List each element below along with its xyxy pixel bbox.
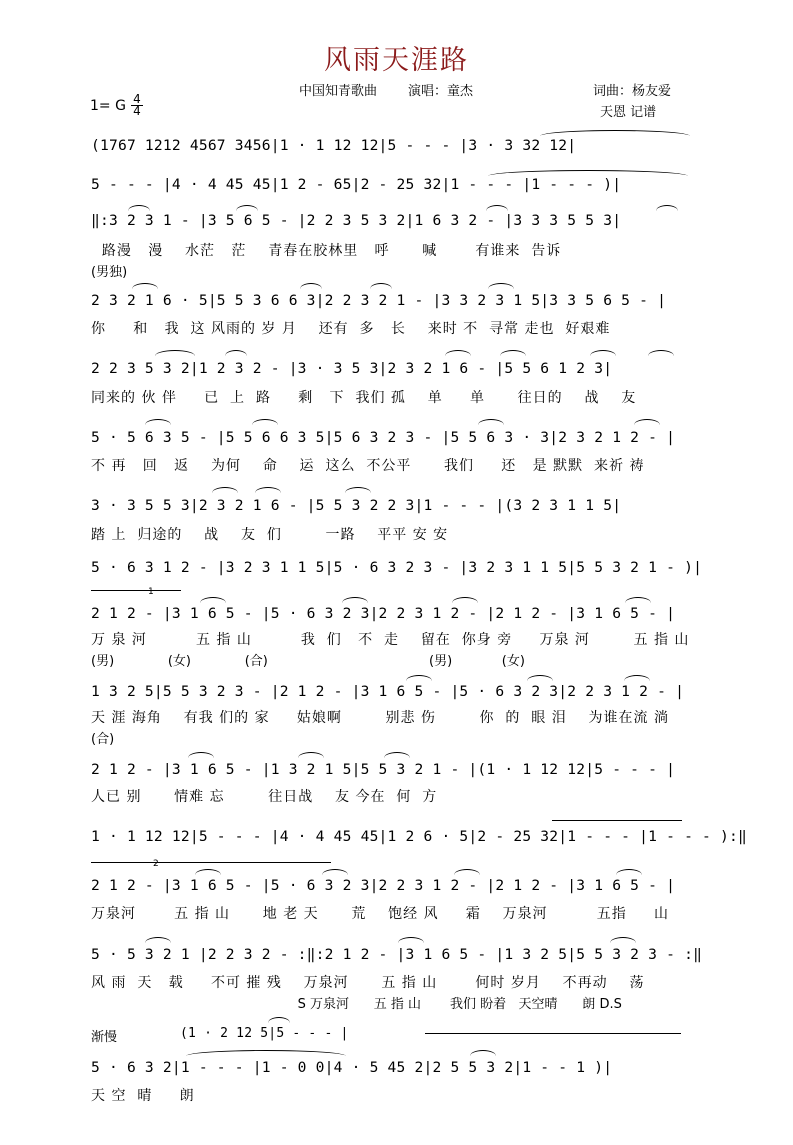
- slur: [634, 419, 660, 425]
- slur: [188, 752, 214, 758]
- role-line: (男独): [91, 265, 128, 280]
- slur: [527, 675, 553, 681]
- slur: [656, 205, 678, 211]
- time-signature: [131, 94, 143, 117]
- slur: [445, 350, 471, 356]
- slur: [625, 597, 651, 603]
- notation-row: 1 3 2 5|5 5 3 2 3 - |2 1 2 - |3 1 6 5 - |5 · 6 3 2 3|2 2 3 1 2 - |: [91, 683, 685, 700]
- slur: [195, 869, 221, 875]
- slur: [590, 350, 616, 356]
- notation-row: 2 1 2 - |3 1 6 5 - |5 · 6 3 2 3|2 2 3 1 2 - |2 1 2 - |3 1 6 5 - |: [91, 605, 676, 622]
- lyrics-line: 天 涯 海角 有我 们的 家 姑娘啊 别悲 伤 你 的 眼 泪 为谁在流 淌: [91, 710, 670, 726]
- lyrics-line: 风 雨 天 载 不可 摧 残 万泉河 五 指 山 何时 岁月 不再动 荡: [91, 975, 645, 991]
- slur: [145, 419, 171, 425]
- slur: [384, 752, 410, 758]
- slur: [610, 937, 636, 943]
- notation-row: 2 1 2 - |3 1 6 5 - |5 · 6 3 2 3|2 2 3 1 2 - |2 1 2 - |3 1 6 5 - |: [91, 877, 676, 894]
- slur: [225, 350, 247, 356]
- slur: [155, 350, 195, 356]
- time-numerator: 4: [133, 92, 141, 106]
- ritardando-marking: 渐慢: [91, 1030, 118, 1045]
- notation-row: 5 · 5 6 3 5 - |5 5 6 6 3 5|5 6 3 2 3 - |5 5 6 3 · 3|2 3 2 1 2 - |: [91, 429, 676, 446]
- role-line: (合): [91, 732, 115, 747]
- notation-row: 2 1 2 - |3 1 6 5 - |1 3 2 1 5|5 5 3 2 1 - |(1 · 1 12 12|5 - - - |: [91, 761, 676, 778]
- tie: [488, 170, 688, 176]
- slur: [128, 205, 150, 211]
- slur: [406, 675, 432, 681]
- lyricist-credit: 词曲：杨友爱: [593, 84, 672, 99]
- slur: [486, 205, 508, 211]
- first-ending-number: 1: [148, 587, 154, 597]
- slur: [454, 869, 480, 875]
- ending-bracket: [425, 1033, 681, 1042]
- lyrics-line: 万 泉 河 五 指 山 我 们 不 走 留在 你身 旁 万泉 河 五 指 山: [91, 632, 690, 648]
- tie: [540, 130, 690, 136]
- slur: [255, 487, 281, 493]
- notation-row: 5 · 6 3 1 2 - |3 2 3 1 1 5|5 · 6 3 2 3 - |3 2 3 1 1 5|5 5 3 2 1 - )|: [91, 559, 703, 576]
- slur: [398, 937, 424, 943]
- notation-row: 5 - - - |4 · 4 45 45|1 2 - 65|2 - 25 32|1 - - - |1 - - - )|: [91, 176, 622, 193]
- slur: [648, 350, 674, 356]
- slur: [268, 1017, 290, 1023]
- notation-row: 1 · 1 12 12|5 - - - |4 · 4 45 45|1 2 6 · 5|2 - 25 32|1 - - - |1 - - - ):‖: [91, 828, 747, 845]
- notation-row: 2 3 2 1 6 · 5|5 5 3 6 6 3|2 2 3 2 1 - |3 3 2 3 1 5|3 3 5 6 5 - |: [91, 292, 667, 309]
- slur: [300, 283, 322, 289]
- slur: [470, 1050, 496, 1056]
- slur: [478, 419, 504, 425]
- lyrics-line: 天 空 晴 朗: [91, 1088, 195, 1104]
- slur: [132, 283, 158, 289]
- role-line: (男) (女) (合) (男) (女): [91, 654, 525, 669]
- slur: [488, 283, 514, 289]
- transcriber-credit: 天恩 记谱: [600, 105, 657, 120]
- slur: [298, 752, 324, 758]
- slur: [252, 419, 278, 425]
- lyrics-line: 路漫 漫 水茫 茫 青春在胶林里 呼 喊 有谁来 告诉: [91, 243, 562, 259]
- slur: [145, 937, 171, 943]
- slur: [236, 205, 258, 211]
- lyrics-line: 不 再 回 返 为何 命 运 这么 不公平 我们 还 是 默默 来祈 祷: [91, 458, 645, 474]
- slur: [342, 597, 368, 603]
- second-ending-number: 2: [153, 859, 159, 869]
- slur: [624, 675, 650, 681]
- slur: [200, 597, 226, 603]
- singer-credit: 演唱：童杰: [408, 84, 474, 99]
- notation-row: (1767 1212 4567 3456|1 · 1 12 12|5 - - - |3 · 3 32 12|: [91, 137, 577, 154]
- time-denominator: 4: [131, 105, 143, 117]
- lyrics-line: 你 和 我 这 风雨的 岁 月 还有 多 长 来时 不 寻常 走也 好艰难: [91, 321, 611, 337]
- coda-notation: (1 · 2 12 5|5 - - - |: [180, 1026, 349, 1041]
- slur: [500, 350, 526, 356]
- slur: [616, 869, 642, 875]
- slur: [212, 487, 238, 493]
- role-line: S 万泉河 五 指 山 我们 盼着 天空晴 朗 D.S: [91, 997, 622, 1012]
- lyrics-line: 万泉河 五 指 山 地 老 天 荒 饱经 风 霜 万泉河 五指 山: [91, 906, 669, 922]
- first-ending-bracket: [91, 590, 181, 599]
- notation-row: 5 · 5 3 2 1 |2 2 3 2 - :‖:2 1 2 - |3 1 6 5 - |1 3 2 5|5 5 3 2 3 - :‖: [91, 946, 703, 963]
- notation-row: 3 · 3 5 5 3|2 3 2 1 6 - |5 5 3 2 2 3|1 - - - |(3 2 3 1 1 5|: [91, 497, 622, 514]
- notation-row: 2 2 3 5 3 2|1 2 3 2 - |3 · 3 5 3|2 3 2 1 6 - |5 5 6 1 2 3|: [91, 360, 613, 377]
- key-signature: 1= G: [90, 98, 126, 114]
- slur: [322, 869, 348, 875]
- tie: [186, 1050, 346, 1056]
- song-title: 风雨天涯路: [324, 45, 469, 76]
- notation-row: ‖:3 2 3 1 - |3 5 6 5 - |2 2 3 5 3 2|1 6 3 2 - |3 3 3 5 5 3|: [91, 212, 622, 229]
- slur: [345, 487, 371, 493]
- song-category: 中国知青歌曲: [299, 84, 378, 99]
- slur: [452, 597, 478, 603]
- notation-row: 5 · 6 3 2|1 - - - |1 - 0 0|4 · 5 45 2|2 5 5 3 2|1 - - 1 )|: [91, 1059, 613, 1076]
- lyrics-line: 同来的 伙 伴 已 上 路 剩 下 我们 孤 单 单 往日的 战 友: [91, 390, 637, 406]
- lyrics-line: 人已 别 情难 忘 往日战 友 今在 何 方: [91, 789, 438, 805]
- slur: [370, 283, 392, 289]
- lyrics-line: 踏 上 归途的 战 友 们 一路 平平 安 安: [91, 527, 449, 543]
